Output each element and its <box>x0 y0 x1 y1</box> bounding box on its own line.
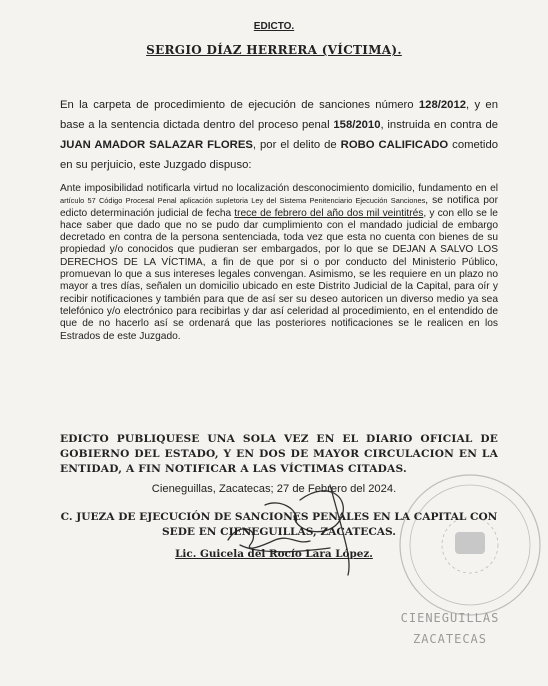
crime-name: ROBO CALIFICADO <box>340 139 449 151</box>
process-number: 158/2010 <box>333 119 381 131</box>
court-name: C. JUEZA DE EJECUCIÓN DE SANCIONES PENALES EN LA CAPITAL CON SEDE EN CIENEGUILLAS, ZACATECAS. <box>60 511 498 538</box>
seal-text-line-2: ZACATECAS <box>412 632 488 646</box>
seal-text-line-1: CIENEGUILLAS <box>400 611 500 625</box>
case-number: 128/2012 <box>418 99 467 111</box>
resolution-date: trece de febrero del año dos mil veintitrés <box>234 207 424 219</box>
intro-paragraph: En la carpeta de procedimiento de ejecución de sanciones número 128/2012, y en base a la sentencia dictada dentro del proceso penal 158/2010, instruida en contra de JUAN AMADOR SALAZAR FLORES, por el delito de ROBO CALIFICADO cometido en su perjuicio, este Juzgado dispuso: <box>60 99 499 171</box>
notice-body-paragraph: Ante imposibilidad notificarla virtud no localización desconocimiento domicilio, fundamento en el artículo 57 Código Procesal Penal aplicación supletoria Ley del Sistema Penitenciario Ejecución Sanciones, se notifica por edicto determinación judicial de fecha trece de febrero del año dos mil veintitrés, y con ello se le hace saber que dado que no se pudo dar cumplimiento con el mandado judicial de embargo decretado en contra de la persona sentenciada, toda vez que esta no cuenta con bienes de su propiedad y/o conocidos que pudieran ser embargados, por lo que se DEJAN A SALVO LOS DERECHOS DE LA VÍCTIMA, a fin de que por si o por conducto del Ministerio Público, promuevan lo que a sus intereses legales convengan. Asimismo, se les requiere en un plazo no mayor a tres días, señalen un domicilio ubicado en este Distrito Judicial de la Capital, para oír y recibir notificaciones y también para que de así ser su deseo autoricen un diverso medio ya sea telefónico y/o electrónico para recibirlas y dar así celeridad al procedimiento, en el entendido de que de no hacerlo así se ordenará que las posteriores notificaciones se le realicen en los Estrados de este Juzgado. <box>60 183 498 342</box>
document-title: EDICTO. <box>253 21 295 32</box>
victim-heading: SERGIO DÍAZ HERRERA (VÍCTIMA). <box>146 43 402 57</box>
defendant-name: JUAN AMADOR SALAZAR FLORES <box>60 139 253 151</box>
place-date: Cieneguillas, Zacatecas; 27 de Febrero del 2024. <box>151 483 397 495</box>
publication-order: EDICTO PUBLIQUESE UNA SOLA VEZ EN EL DIARIO OFICIAL DE GOBIERNO DEL ESTADO, Y EN DOS DE MAYOR CIRCULACION EN LA ENTIDAD, A FIN NOTIFICAR A LAS VÍCTIMAS CITADAS. <box>60 433 498 475</box>
signer-name: Lic. Guicela del Rocío Lara López. <box>175 548 373 560</box>
legal-reference: artículo 57 Código Procesal Penal aplicación supletoria Ley del Sistema Penitenciario Ejecución Sanciones <box>60 196 426 206</box>
